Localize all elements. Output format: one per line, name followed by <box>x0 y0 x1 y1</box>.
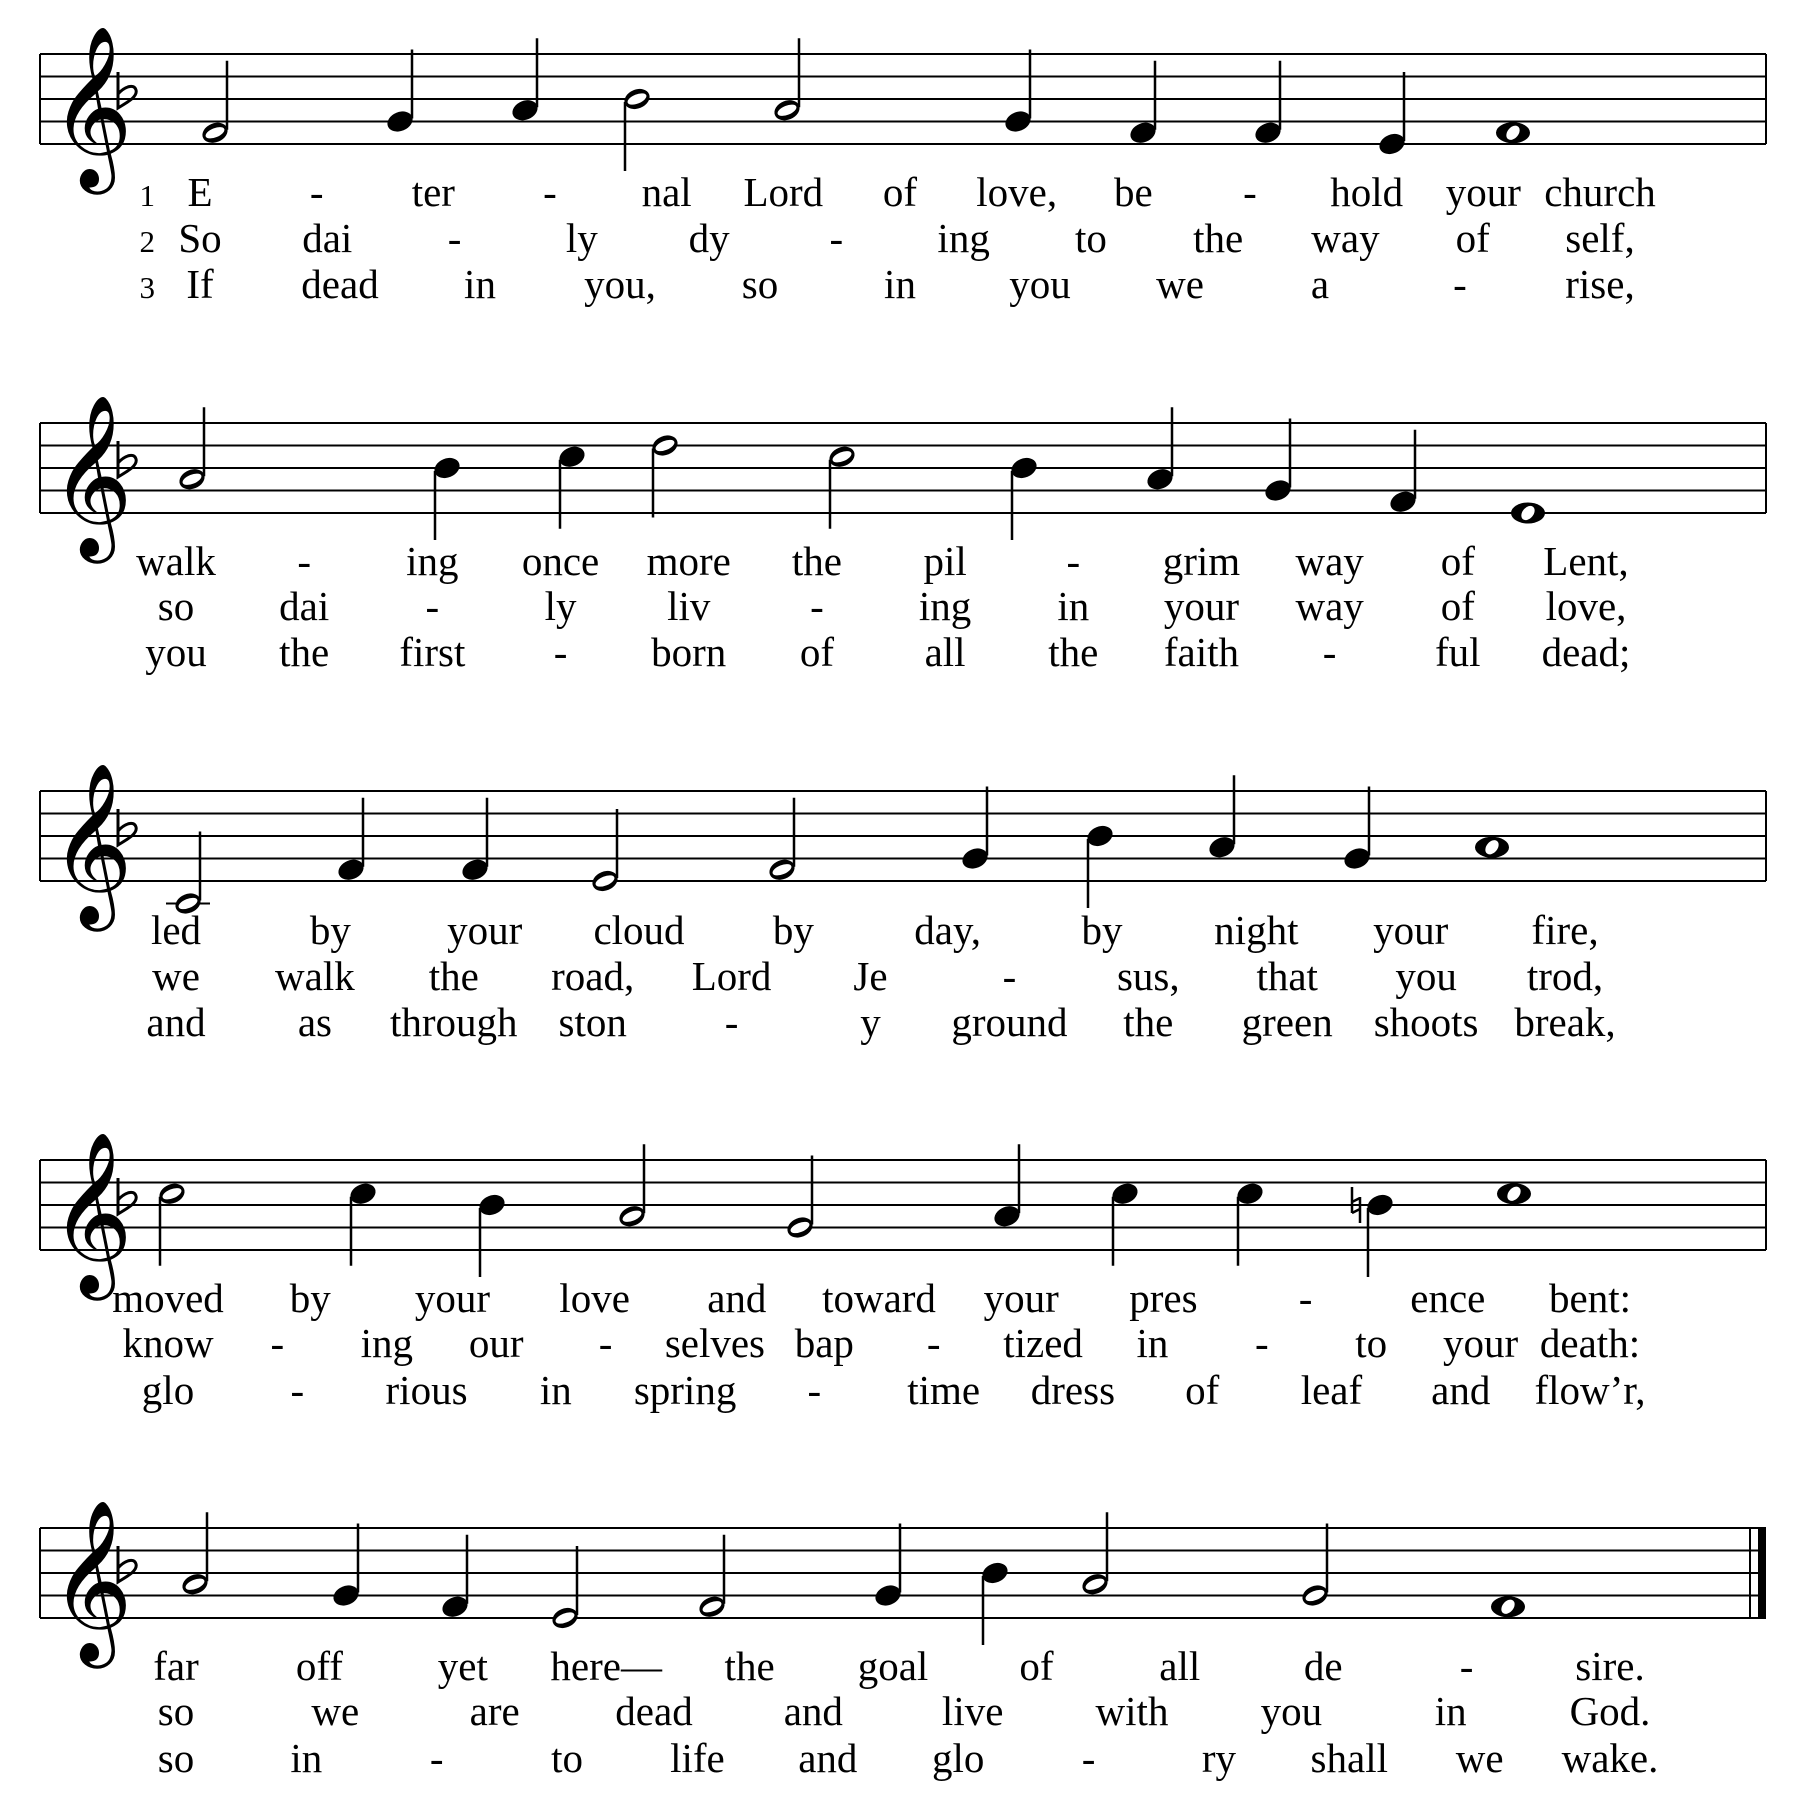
lyric-syllable: dead; <box>1541 629 1631 675</box>
lyric-syllable: dead <box>301 261 379 307</box>
lyric-line <box>142 1367 1646 1413</box>
lyric-syllable: glo <box>931 1735 985 1781</box>
lyric-syllable: dead <box>615 1688 693 1734</box>
lyric-syllable: the <box>724 1643 775 1689</box>
lyric-syllable: you <box>1395 953 1457 999</box>
lyric-syllable: and <box>1431 1367 1491 1413</box>
lyric-syllable: way <box>1295 583 1364 629</box>
note <box>549 1546 580 1632</box>
treble-clef-icon: 𝄞 <box>50 25 133 188</box>
lyric-syllable: of <box>799 629 834 675</box>
lyric-syllable: love, <box>1545 583 1627 629</box>
lyric-syllable: by <box>1081 907 1123 953</box>
note <box>826 443 857 529</box>
note <box>509 38 540 124</box>
lyric-syllable: ly <box>565 215 598 261</box>
note <box>1127 61 1158 147</box>
lyric-syllable: your <box>1373 907 1449 953</box>
lyric-syllable: love <box>559 1275 630 1321</box>
note <box>199 61 230 147</box>
lyric-syllable: Lord <box>691 953 772 999</box>
lyric-syllable: of <box>882 169 918 215</box>
lyric-line <box>158 583 1627 629</box>
lyric-syllable: our <box>468 1320 524 1366</box>
lyric-syllable: ence <box>1410 1275 1486 1321</box>
note <box>347 1180 378 1266</box>
lyric-line <box>140 261 1635 307</box>
note <box>1491 1596 1525 1617</box>
lyric-syllable: ter <box>411 169 455 215</box>
treble-clef-icon: 𝄞 <box>50 1131 133 1294</box>
note <box>176 407 207 493</box>
lyric-syllable: be <box>1113 169 1153 215</box>
lyric-syllable: the <box>791 538 842 584</box>
lyric-hyphen: - <box>425 583 440 629</box>
lyric-hyphen: - <box>1298 1275 1313 1321</box>
note <box>384 50 415 136</box>
lyric-syllable: pil <box>923 538 967 584</box>
lyric-hyphen: - <box>1453 261 1467 307</box>
note <box>1206 775 1237 861</box>
lyric-syllable: sire. <box>1575 1643 1645 1689</box>
note <box>1496 122 1530 143</box>
lyric-syllable: so <box>741 261 779 307</box>
lyric-syllable: bap <box>794 1320 854 1366</box>
lyric-syllable: as <box>297 999 332 1045</box>
lyric-syllable: trod, <box>1526 953 1604 999</box>
lyric-syllable: flow’r, <box>1534 1367 1646 1413</box>
lyric-hyphen: - <box>309 169 324 215</box>
lyric-syllable: in <box>884 261 916 307</box>
lyric-syllable: the <box>1193 215 1244 261</box>
lyric-syllable: in <box>464 261 496 307</box>
note <box>959 787 990 873</box>
lyric-syllable: a <box>1310 261 1330 307</box>
lyric-syllable: of <box>1185 1367 1220 1413</box>
lyric-syllable: yet <box>437 1643 488 1689</box>
lyric-syllable: once <box>521 538 600 584</box>
note <box>476 1191 507 1277</box>
verse-number: 2 <box>139 224 155 259</box>
lyric-line <box>136 538 1629 584</box>
note <box>330 1524 361 1610</box>
note <box>1144 407 1175 493</box>
note <box>1387 430 1418 516</box>
lyric-syllable: and <box>783 1688 843 1734</box>
lyric-syllable: day, <box>914 907 982 953</box>
lyric-syllable: you, <box>584 261 656 307</box>
lyric-syllable: far <box>153 1643 199 1689</box>
lyric-syllable: break, <box>1514 999 1616 1045</box>
lyric-syllable: hold <box>1330 169 1404 215</box>
note <box>1511 503 1545 524</box>
lyric-syllable: ry <box>1201 1735 1236 1781</box>
note <box>1352 1187 1396 1277</box>
lyric-syllable: nal <box>641 169 692 215</box>
lyric-syllable: dai <box>302 215 353 261</box>
lyric-syllable: grim <box>1162 538 1241 584</box>
lyric-syllable: toward <box>822 1275 936 1321</box>
lyric-hyphen: - <box>1066 538 1081 584</box>
lyric-syllable: ful <box>1435 629 1481 675</box>
note <box>439 1535 470 1621</box>
note <box>1341 787 1372 873</box>
note <box>431 454 462 540</box>
lyric-syllable: in <box>539 1367 572 1413</box>
lyric-hyphen: - <box>290 1367 305 1413</box>
lyric-syllable: your <box>1443 1320 1519 1366</box>
lyric-syllable: E <box>187 169 213 215</box>
lyric-syllable: in <box>1057 583 1090 629</box>
lyric-syllable: your <box>1163 583 1240 629</box>
lyric-syllable: ing <box>937 215 990 261</box>
lyric-hyphen: - <box>297 538 312 584</box>
lyric-syllable: ing <box>918 583 972 629</box>
note <box>1084 822 1115 908</box>
lyric-syllable: the <box>428 953 479 999</box>
lyric-syllable: the <box>279 629 330 675</box>
lyric-syllable: de <box>1303 1643 1343 1689</box>
lyric-syllable: led <box>150 907 202 953</box>
note <box>979 1559 1010 1645</box>
lyric-line <box>140 215 1635 261</box>
lyric-line <box>146 999 1615 1045</box>
lyric-syllable: to <box>1355 1320 1388 1366</box>
note <box>459 798 490 884</box>
verse-number: 3 <box>139 270 155 305</box>
lyric-line <box>112 1275 1631 1321</box>
note <box>784 1156 815 1242</box>
lyric-syllable: we <box>311 1688 360 1734</box>
lyric-syllable: know <box>122 1320 214 1366</box>
lyric-syllable: ing <box>360 1320 413 1366</box>
lyric-syllable: your <box>1445 169 1521 215</box>
note <box>1234 1180 1265 1266</box>
lyric-syllable: that <box>1256 953 1318 999</box>
lyric-syllable: so <box>157 583 195 629</box>
lyric-syllable: Lord <box>743 169 824 215</box>
lyric-syllable: ing <box>406 538 459 584</box>
note <box>1376 72 1407 158</box>
lyric-syllable: all <box>924 629 966 675</box>
lyric-syllable: liv <box>667 583 711 629</box>
lyric-syllable: in <box>290 1735 323 1781</box>
lyric-hyphen: - <box>1255 1320 1269 1366</box>
note <box>1079 1512 1110 1598</box>
lyric-syllable: the <box>1048 629 1099 675</box>
lyric-hyphen: - <box>1002 953 1017 999</box>
note <box>1109 1180 1140 1266</box>
lyric-syllable: we <box>152 953 200 999</box>
note <box>1475 837 1509 858</box>
lyric-syllable: you <box>1009 261 1071 307</box>
lyric-hyphen: - <box>543 169 557 215</box>
lyric-syllable: self, <box>1565 215 1635 261</box>
lyric-hyphen: - <box>1081 1735 1096 1781</box>
lyric-line <box>153 1643 1644 1689</box>
lyric-syllable: rise, <box>1565 261 1635 307</box>
lyric-syllable: and <box>707 1275 767 1321</box>
note <box>1002 50 1033 136</box>
lyric-line <box>151 907 1599 953</box>
note <box>696 1535 727 1621</box>
lyric-syllable: ston <box>558 999 627 1045</box>
note <box>991 1144 1022 1230</box>
lyric-syllable: If <box>186 261 214 307</box>
lyric-syllable: cloud <box>593 907 685 953</box>
lyric-hyphen: - <box>1243 169 1257 215</box>
lyric-syllable: leaf <box>1300 1367 1363 1413</box>
lyric-syllable: walk <box>136 538 216 584</box>
lyric-syllable: green <box>1241 999 1333 1045</box>
note <box>771 38 802 124</box>
lyric-line <box>122 1320 1640 1366</box>
lyric-syllable: dress <box>1030 1367 1116 1413</box>
lyric-syllable: tized <box>1003 1320 1083 1366</box>
lyric-syllable: ly <box>544 583 577 629</box>
note <box>872 1524 903 1610</box>
note <box>616 1144 647 1230</box>
lyric-syllable: of <box>1440 538 1475 584</box>
lyric-syllable: first <box>399 629 466 675</box>
lyric-syllable: goal <box>857 1643 929 1689</box>
lyric-syllable: we <box>1156 261 1204 307</box>
lyric-syllable: in <box>1136 1320 1169 1366</box>
lyric-syllable: glo <box>141 1367 195 1413</box>
lyric-syllable: so <box>157 1735 195 1781</box>
lyric-syllable: So <box>178 215 222 261</box>
lyric-syllable: moved <box>112 1275 224 1321</box>
lyric-syllable: love, <box>976 169 1058 215</box>
lyric-line <box>145 629 1630 675</box>
lyric-syllable: of <box>1455 215 1490 261</box>
lyric-syllable: born <box>651 629 727 675</box>
lyric-syllable: you <box>1260 1688 1323 1734</box>
lyric-line <box>158 1735 1659 1781</box>
lyric-syllable: life <box>670 1735 725 1781</box>
note <box>649 432 680 518</box>
lyric-syllable: bent: <box>1549 1275 1631 1321</box>
lyric-syllable: God. <box>1569 1688 1651 1734</box>
lyric-line <box>158 1688 1651 1734</box>
lyric-syllable: with <box>1095 1688 1169 1734</box>
lyric-syllable: the <box>1123 999 1174 1045</box>
lyric-syllable: way <box>1311 215 1380 261</box>
note <box>1008 454 1039 540</box>
verse-number: 1 <box>139 178 155 213</box>
lyric-hyphen: - <box>1322 629 1337 675</box>
lyric-syllable: spring <box>633 1367 737 1413</box>
note <box>556 443 587 529</box>
lyric-syllable: walk <box>275 953 355 999</box>
lyric-syllable: faith <box>1163 629 1240 675</box>
lyric-syllable: more <box>646 538 731 584</box>
lyric-syllable: all <box>1159 1643 1201 1689</box>
lyric-syllable: we <box>1455 1735 1504 1781</box>
lyric-line <box>140 169 1656 215</box>
note <box>1262 419 1293 505</box>
lyric-syllable: to <box>551 1735 584 1781</box>
lyric-syllable: ground <box>951 999 1068 1045</box>
lyric-syllable: your <box>983 1275 1059 1321</box>
lyric-hyphen: - <box>807 1367 822 1413</box>
lyric-syllable: Lent, <box>1543 538 1629 584</box>
lyric-line <box>152 953 1603 999</box>
lyric-syllable: live <box>941 1688 1004 1734</box>
treble-clef-icon: 𝄞 <box>50 762 133 925</box>
lyric-syllable: of <box>1440 583 1475 629</box>
staff-system <box>40 762 1766 932</box>
lyric-syllable: time <box>907 1367 981 1413</box>
lyric-syllable: of <box>1019 1643 1054 1689</box>
note <box>766 798 797 884</box>
note <box>589 809 620 895</box>
lyric-syllable: way <box>1295 538 1364 584</box>
note <box>1497 1183 1531 1204</box>
treble-clef-icon: 𝄞 <box>50 1499 133 1662</box>
lyric-syllable: by <box>772 907 814 953</box>
lyric-syllable: by <box>309 907 351 953</box>
lyric-hyphen: - <box>447 215 462 261</box>
lyric-syllable: your <box>414 1275 490 1321</box>
treble-clef-icon: 𝄞 <box>50 394 133 557</box>
lyric-syllable: death: <box>1539 1320 1641 1366</box>
lyric-hyphen: - <box>810 583 824 629</box>
note <box>156 1180 187 1266</box>
lyric-syllable: you <box>145 629 207 675</box>
lyric-hyphen: - <box>724 999 739 1045</box>
lyric-syllable: dai <box>279 583 330 629</box>
note <box>1299 1524 1330 1610</box>
lyric-syllable: shall <box>1310 1735 1388 1781</box>
lyric-syllable: y <box>860 999 881 1045</box>
lyric-hyphen: - <box>429 1735 444 1781</box>
lyric-hyphen: - <box>598 1320 613 1366</box>
note <box>621 85 652 171</box>
note <box>166 832 210 918</box>
lyric-syllable: through <box>390 999 518 1045</box>
lyric-syllable: by <box>289 1275 331 1321</box>
lyric-hyphen: - <box>553 629 568 675</box>
lyric-syllable: so <box>157 1688 195 1734</box>
lyric-syllable: here— <box>550 1643 662 1689</box>
lyric-syllable: selves <box>664 1320 766 1366</box>
lyric-syllable: night <box>1214 907 1299 953</box>
lyric-syllable: are <box>469 1688 520 1734</box>
note <box>1252 61 1283 147</box>
lyric-syllable: and <box>146 999 206 1045</box>
note <box>335 798 366 884</box>
final-barline <box>1758 1528 1766 1618</box>
lyric-syllable: shoots <box>1373 999 1479 1045</box>
lyric-syllable: rious <box>385 1367 468 1413</box>
lyric-syllable: sus, <box>1116 953 1180 999</box>
lyric-syllable: off <box>295 1643 343 1689</box>
lyric-hyphen: - <box>926 1320 941 1366</box>
lyric-syllable: wake. <box>1561 1735 1659 1781</box>
lyric-syllable: fire, <box>1531 907 1599 953</box>
lyric-hyphen: - <box>270 1320 285 1366</box>
lyric-syllable: to <box>1074 215 1107 261</box>
lyric-syllable: pres <box>1129 1275 1198 1321</box>
lyric-syllable: church <box>1544 169 1656 215</box>
lyric-syllable: in <box>1434 1688 1467 1734</box>
lyric-hyphen: - <box>1459 1643 1474 1689</box>
lyric-syllable: your <box>447 907 523 953</box>
lyric-syllable: dy <box>688 215 730 261</box>
lyric-syllable: and <box>798 1735 858 1781</box>
note <box>179 1512 210 1598</box>
lyric-syllable: road, <box>551 953 635 999</box>
lyric-syllable: Je <box>853 953 888 999</box>
lyric-hyphen: - <box>829 215 844 261</box>
